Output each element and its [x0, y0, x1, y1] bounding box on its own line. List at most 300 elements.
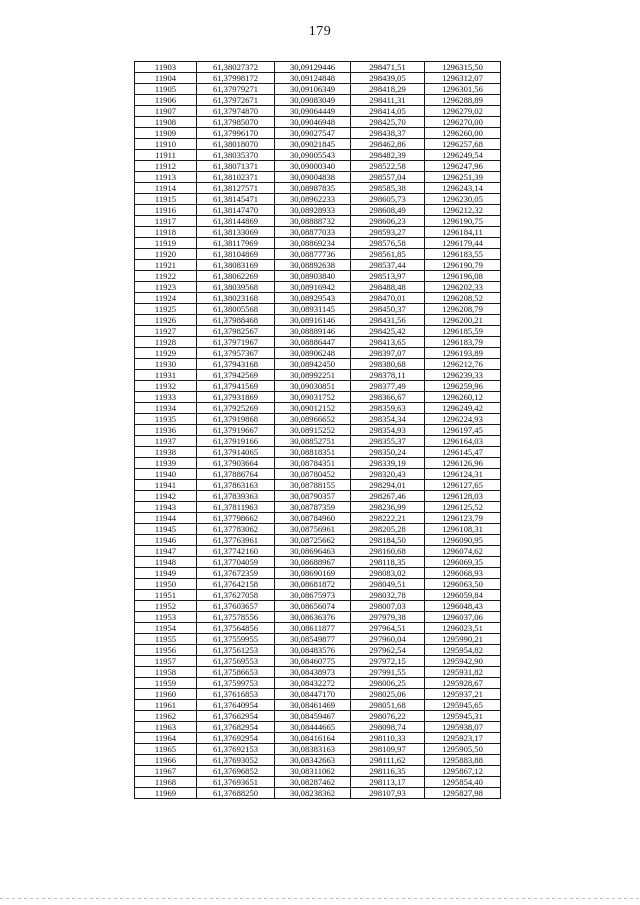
y-coordinate-cell: 1296239,33: [425, 370, 501, 381]
longitude-cell: 30,08636376: [275, 612, 351, 623]
point-number-cell: 11950: [135, 579, 197, 590]
latitude-cell: 61,37998172: [197, 73, 275, 84]
point-number-cell: 11928: [135, 337, 197, 348]
latitude-cell: 61,38027372: [197, 62, 275, 73]
longitude-cell: 30,08966652: [275, 414, 351, 425]
y-coordinate-cell: 1295942,90: [425, 656, 501, 667]
longitude-cell: 30,09004838: [275, 172, 351, 183]
table-row: [135, 238, 501, 249]
y-coordinate-cell: 1296059,84: [425, 590, 501, 601]
table-row: [135, 117, 501, 128]
longitude-cell: 30,08383163: [275, 744, 351, 755]
longitude-cell: 30,08788155: [275, 480, 351, 491]
table-row: [135, 744, 501, 755]
latitude-cell: 61,37988468: [197, 315, 275, 326]
x-coordinate-cell: 298425,70: [351, 117, 425, 128]
longitude-cell: 30,08790357: [275, 491, 351, 502]
point-number-cell: 11962: [135, 711, 197, 722]
longitude-cell: 30,09083049: [275, 95, 351, 106]
y-coordinate-cell: 1296288,89: [425, 95, 501, 106]
table-row: [135, 733, 501, 744]
y-coordinate-cell: 1296069,35: [425, 557, 501, 568]
longitude-cell: 30,08416164: [275, 733, 351, 744]
point-number-cell: 11964: [135, 733, 197, 744]
longitude-cell: 30,08903840: [275, 271, 351, 282]
x-coordinate-cell: 298184,50: [351, 535, 425, 546]
latitude-cell: 61,37919868: [197, 414, 275, 425]
table-row: [135, 282, 501, 293]
table-row: [135, 656, 501, 667]
y-coordinate-cell: 1296126,96: [425, 458, 501, 469]
longitude-cell: 30,09129446: [275, 62, 351, 73]
x-coordinate-cell: 298007,03: [351, 601, 425, 612]
point-number-cell: 11913: [135, 172, 197, 183]
point-number-cell: 11918: [135, 227, 197, 238]
table-row: [135, 689, 501, 700]
y-coordinate-cell: 1296247,96: [425, 161, 501, 172]
latitude-cell: 61,37586653: [197, 667, 275, 678]
longitude-cell: 30,08916146: [275, 315, 351, 326]
point-number-cell: 11916: [135, 205, 197, 216]
point-number-cell: 11967: [135, 766, 197, 777]
point-number-cell: 11914: [135, 183, 197, 194]
x-coordinate-cell: 298438,37: [351, 128, 425, 139]
longitude-cell: 30,08438973: [275, 667, 351, 678]
x-coordinate-cell: 298380,68: [351, 359, 425, 370]
latitude-cell: 61,37616853: [197, 689, 275, 700]
x-coordinate-cell: 298083,02: [351, 568, 425, 579]
x-coordinate-cell: 298354,34: [351, 414, 425, 425]
x-coordinate-cell: 298522,58: [351, 161, 425, 172]
y-coordinate-cell: 1296037,06: [425, 612, 501, 623]
latitude-cell: 61,38023168: [197, 293, 275, 304]
longitude-cell: 30,08888732: [275, 216, 351, 227]
y-coordinate-cell: 1295931,82: [425, 667, 501, 678]
point-number-cell: 11946: [135, 535, 197, 546]
y-coordinate-cell: 1295937,21: [425, 689, 501, 700]
longitude-cell: 30,08287462: [275, 777, 351, 788]
latitude-cell: 61,37682954: [197, 722, 275, 733]
x-coordinate-cell: 298439,05: [351, 73, 425, 84]
y-coordinate-cell: 1295883,88: [425, 755, 501, 766]
table-row: [135, 172, 501, 183]
x-coordinate-cell: 298350,24: [351, 447, 425, 458]
latitude-cell: 61,37982567: [197, 326, 275, 337]
x-coordinate-cell: 298471,51: [351, 62, 425, 73]
table-row: [135, 568, 501, 579]
table-row: [135, 139, 501, 150]
y-coordinate-cell: 1296185,59: [425, 326, 501, 337]
table-row: [135, 249, 501, 260]
point-number-cell: 11936: [135, 425, 197, 436]
longitude-cell: 30,08690169: [275, 568, 351, 579]
latitude-cell: 61,37564856: [197, 623, 275, 634]
point-number-cell: 11925: [135, 304, 197, 315]
x-coordinate-cell: 298470,01: [351, 293, 425, 304]
point-number-cell: 11939: [135, 458, 197, 469]
longitude-cell: 30,09027547: [275, 128, 351, 139]
y-coordinate-cell: 1296190,75: [425, 216, 501, 227]
point-number-cell: 11929: [135, 348, 197, 359]
latitude-cell: 61,38144869: [197, 216, 275, 227]
point-number-cell: 11941: [135, 480, 197, 491]
longitude-cell: 30,08696463: [275, 546, 351, 557]
table-row: [135, 557, 501, 568]
table-row: [135, 73, 501, 84]
point-number-cell: 11906: [135, 95, 197, 106]
table-row: [135, 634, 501, 645]
point-number-cell: 11930: [135, 359, 197, 370]
latitude-cell: 61,37931869: [197, 392, 275, 403]
longitude-cell: 30,08611877: [275, 623, 351, 634]
latitude-cell: 61,37839363: [197, 491, 275, 502]
longitude-cell: 30,08780452: [275, 469, 351, 480]
longitude-cell: 30,08461469: [275, 700, 351, 711]
x-coordinate-cell: 298098,74: [351, 722, 425, 733]
x-coordinate-cell: 298606,23: [351, 216, 425, 227]
longitude-cell: 30,09000340: [275, 161, 351, 172]
x-coordinate-cell: 298585,38: [351, 183, 425, 194]
page-bottom-edge: [0, 898, 640, 899]
latitude-cell: 61,37672359: [197, 568, 275, 579]
x-coordinate-cell: 298118,35: [351, 557, 425, 568]
longitude-cell: 30,08987835: [275, 183, 351, 194]
x-coordinate-cell: 298418,29: [351, 84, 425, 95]
y-coordinate-cell: 1295827,98: [425, 788, 501, 799]
x-coordinate-cell: 298537,44: [351, 260, 425, 271]
x-coordinate-cell: 298236,99: [351, 502, 425, 513]
table-row: [135, 678, 501, 689]
x-coordinate-cell: 298222,21: [351, 513, 425, 524]
table-row: [135, 304, 501, 315]
latitude-cell: 61,37569553: [197, 656, 275, 667]
y-coordinate-cell: 1296124,31: [425, 469, 501, 480]
latitude-cell: 61,38062269: [197, 271, 275, 282]
point-number-cell: 11944: [135, 513, 197, 524]
y-coordinate-cell: 1296260,12: [425, 392, 501, 403]
table-row: [135, 458, 501, 469]
latitude-cell: 61,37798662: [197, 513, 275, 524]
y-coordinate-cell: 1296090,95: [425, 535, 501, 546]
table-row: [135, 414, 501, 425]
y-coordinate-cell: 1295854,40: [425, 777, 501, 788]
y-coordinate-cell: 1295945,65: [425, 700, 501, 711]
x-coordinate-cell: 298413,65: [351, 337, 425, 348]
y-coordinate-cell: 1296259,96: [425, 381, 501, 392]
table-row: [135, 502, 501, 513]
table-row: [135, 161, 501, 172]
x-coordinate-cell: 298006,25: [351, 678, 425, 689]
point-number-cell: 11958: [135, 667, 197, 678]
page-number: 179: [308, 24, 332, 39]
y-coordinate-cell: 1296184,11: [425, 227, 501, 238]
y-coordinate-cell: 1295938,07: [425, 722, 501, 733]
point-number-cell: 11915: [135, 194, 197, 205]
table-row: [135, 579, 501, 590]
table-row: [135, 128, 501, 139]
x-coordinate-cell: 298431,56: [351, 315, 425, 326]
latitude-cell: 61,38035370: [197, 150, 275, 161]
table-row: [135, 260, 501, 271]
x-coordinate-cell: 297979,38: [351, 612, 425, 623]
latitude-cell: 61,38117969: [197, 238, 275, 249]
longitude-cell: 30,08942450: [275, 359, 351, 370]
x-coordinate-cell: 298032,78: [351, 590, 425, 601]
table-row: [135, 535, 501, 546]
point-number-cell: 11917: [135, 216, 197, 227]
point-number-cell: 11912: [135, 161, 197, 172]
x-coordinate-cell: 298051,68: [351, 700, 425, 711]
latitude-cell: 61,37811963: [197, 502, 275, 513]
point-number-cell: 11924: [135, 293, 197, 304]
point-number-cell: 11949: [135, 568, 197, 579]
table-row: [135, 546, 501, 557]
point-number-cell: 11951: [135, 590, 197, 601]
y-coordinate-cell: 1296125,52: [425, 502, 501, 513]
longitude-cell: 30,08906248: [275, 348, 351, 359]
table-row: [135, 788, 501, 799]
point-number-cell: 11963: [135, 722, 197, 733]
x-coordinate-cell: 298414,05: [351, 106, 425, 117]
longitude-cell: 30,08756961: [275, 524, 351, 535]
point-number-cell: 11953: [135, 612, 197, 623]
latitude-cell: 61,37914065: [197, 447, 275, 458]
x-coordinate-cell: 298557,04: [351, 172, 425, 183]
latitude-cell: 61,37941569: [197, 381, 275, 392]
table-row: [135, 590, 501, 601]
latitude-cell: 61,38102371: [197, 172, 275, 183]
point-number-cell: 11907: [135, 106, 197, 117]
longitude-cell: 30,09031752: [275, 392, 351, 403]
latitude-cell: 61,37985070: [197, 117, 275, 128]
coordinates-table-body: [135, 62, 501, 799]
y-coordinate-cell: 1296068,93: [425, 568, 501, 579]
y-coordinate-cell: 1295945,31: [425, 711, 501, 722]
point-number-cell: 11938: [135, 447, 197, 458]
y-coordinate-cell: 1296208,52: [425, 293, 501, 304]
x-coordinate-cell: 298355,37: [351, 436, 425, 447]
point-number-cell: 11904: [135, 73, 197, 84]
y-coordinate-cell: 1296270,00: [425, 117, 501, 128]
table-row: [135, 348, 501, 359]
y-coordinate-cell: 1296074,62: [425, 546, 501, 557]
latitude-cell: 61,37919166: [197, 436, 275, 447]
table-row: [135, 271, 501, 282]
latitude-cell: 61,37925269: [197, 403, 275, 414]
latitude-cell: 61,38104869: [197, 249, 275, 260]
longitude-cell: 30,08784960: [275, 513, 351, 524]
y-coordinate-cell: 1296279,02: [425, 106, 501, 117]
latitude-cell: 61,38127571: [197, 183, 275, 194]
y-coordinate-cell: 1296301,56: [425, 84, 501, 95]
x-coordinate-cell: 298049,51: [351, 579, 425, 590]
x-coordinate-cell: 298339,19: [351, 458, 425, 469]
longitude-cell: 30,08931145: [275, 304, 351, 315]
x-coordinate-cell: 298411,31: [351, 95, 425, 106]
y-coordinate-cell: 1296200,21: [425, 315, 501, 326]
point-number-cell: 11935: [135, 414, 197, 425]
table-row: [135, 766, 501, 777]
x-coordinate-cell: 298377,49: [351, 381, 425, 392]
x-coordinate-cell: 297962,54: [351, 645, 425, 656]
point-number-cell: 11954: [135, 623, 197, 634]
point-number-cell: 11957: [135, 656, 197, 667]
point-number-cell: 11969: [135, 788, 197, 799]
latitude-cell: 61,38039568: [197, 282, 275, 293]
longitude-cell: 30,08311062: [275, 766, 351, 777]
longitude-cell: 30,08238362: [275, 788, 351, 799]
x-coordinate-cell: 298378,11: [351, 370, 425, 381]
point-number-cell: 11955: [135, 634, 197, 645]
longitude-cell: 30,08681872: [275, 579, 351, 590]
table-row: [135, 623, 501, 634]
y-coordinate-cell: 1296183,79: [425, 337, 501, 348]
point-number-cell: 11905: [135, 84, 197, 95]
y-coordinate-cell: 1296208,79: [425, 304, 501, 315]
table-row: [135, 711, 501, 722]
longitude-cell: 30,09064449: [275, 106, 351, 117]
table-row: [135, 216, 501, 227]
y-coordinate-cell: 1296212,76: [425, 359, 501, 370]
point-number-cell: 11922: [135, 271, 197, 282]
latitude-cell: 61,38083169: [197, 260, 275, 271]
longitude-cell: 30,08929543: [275, 293, 351, 304]
latitude-cell: 61,37943168: [197, 359, 275, 370]
longitude-cell: 30,08459467: [275, 711, 351, 722]
longitude-cell: 30,08460775: [275, 656, 351, 667]
table-row: [135, 62, 501, 73]
x-coordinate-cell: 298113,17: [351, 777, 425, 788]
point-number-cell: 11959: [135, 678, 197, 689]
longitude-cell: 30,08886447: [275, 337, 351, 348]
longitude-cell: 30,08869234: [275, 238, 351, 249]
x-coordinate-cell: 298110,33: [351, 733, 425, 744]
x-coordinate-cell: 298294,01: [351, 480, 425, 491]
latitude-cell: 61,37692954: [197, 733, 275, 744]
table-row: [135, 601, 501, 612]
latitude-cell: 61,37662954: [197, 711, 275, 722]
longitude-cell: 30,09124848: [275, 73, 351, 84]
point-number-cell: 11943: [135, 502, 197, 513]
table-row: [135, 612, 501, 623]
table-row: [135, 403, 501, 414]
point-number-cell: 11921: [135, 260, 197, 271]
longitude-cell: 30,08483576: [275, 645, 351, 656]
x-coordinate-cell: 297964,51: [351, 623, 425, 634]
x-coordinate-cell: 298109,97: [351, 744, 425, 755]
table-row: [135, 150, 501, 161]
longitude-cell: 30,08675973: [275, 590, 351, 601]
x-coordinate-cell: 297972,15: [351, 656, 425, 667]
point-number-cell: 11932: [135, 381, 197, 392]
point-number-cell: 11909: [135, 128, 197, 139]
point-number-cell: 11933: [135, 392, 197, 403]
point-number-cell: 11968: [135, 777, 197, 788]
longitude-cell: 30,08787359: [275, 502, 351, 513]
y-coordinate-cell: 1295905,50: [425, 744, 501, 755]
x-coordinate-cell: 297960,04: [351, 634, 425, 645]
y-coordinate-cell: 1296196,08: [425, 271, 501, 282]
y-coordinate-cell: 1296249,42: [425, 403, 501, 414]
y-coordinate-cell: 1296257,68: [425, 139, 501, 150]
x-coordinate-cell: 298359,63: [351, 403, 425, 414]
x-coordinate-cell: 298025,06: [351, 689, 425, 700]
longitude-cell: 30,08877736: [275, 249, 351, 260]
y-coordinate-cell: 1296063,50: [425, 579, 501, 590]
point-number-cell: 11956: [135, 645, 197, 656]
point-number-cell: 11910: [135, 139, 197, 150]
point-number-cell: 11927: [135, 326, 197, 337]
table-row: [135, 524, 501, 535]
longitude-cell: 30,08432272: [275, 678, 351, 689]
latitude-cell: 61,37627058: [197, 590, 275, 601]
table-row: [135, 370, 501, 381]
latitude-cell: 61,38071371: [197, 161, 275, 172]
table-row: [135, 183, 501, 194]
latitude-cell: 61,37696852: [197, 766, 275, 777]
point-number-cell: 11947: [135, 546, 197, 557]
y-coordinate-cell: 1296315,50: [425, 62, 501, 73]
longitude-cell: 30,08818351: [275, 447, 351, 458]
latitude-cell: 61,37942569: [197, 370, 275, 381]
latitude-cell: 61,37903664: [197, 458, 275, 469]
table-row: [135, 447, 501, 458]
longitude-cell: 30,08892638: [275, 260, 351, 271]
point-number-cell: 11942: [135, 491, 197, 502]
longitude-cell: 30,08877033: [275, 227, 351, 238]
x-coordinate-cell: 298488,48: [351, 282, 425, 293]
longitude-cell: 30,08992251: [275, 370, 351, 381]
x-coordinate-cell: 298482,39: [351, 150, 425, 161]
table-row: [135, 513, 501, 524]
x-coordinate-cell: 297991,55: [351, 667, 425, 678]
x-coordinate-cell: 298397,07: [351, 348, 425, 359]
latitude-cell: 61,37642158: [197, 579, 275, 590]
latitude-cell: 61,37640954: [197, 700, 275, 711]
y-coordinate-cell: 1296128,03: [425, 491, 501, 502]
longitude-cell: 30,09030851: [275, 381, 351, 392]
x-coordinate-cell: 298366,67: [351, 392, 425, 403]
latitude-cell: 61,37693052: [197, 755, 275, 766]
latitude-cell: 61,37763961: [197, 535, 275, 546]
point-number-cell: 11945: [135, 524, 197, 535]
table-row: [135, 469, 501, 480]
y-coordinate-cell: 1296249,54: [425, 150, 501, 161]
y-coordinate-cell: 1296145,47: [425, 447, 501, 458]
y-coordinate-cell: 1296108,31: [425, 524, 501, 535]
table-row: [135, 392, 501, 403]
longitude-cell: 30,08915252: [275, 425, 351, 436]
latitude-cell: 61,37742160: [197, 546, 275, 557]
y-coordinate-cell: 1295954,82: [425, 645, 501, 656]
y-coordinate-cell: 1296251,39: [425, 172, 501, 183]
x-coordinate-cell: 298107,93: [351, 788, 425, 799]
latitude-cell: 61,37561253: [197, 645, 275, 656]
point-number-cell: 11919: [135, 238, 197, 249]
latitude-cell: 61,37704059: [197, 557, 275, 568]
y-coordinate-cell: 1296202,33: [425, 282, 501, 293]
latitude-cell: 61,38005568: [197, 304, 275, 315]
table-row: [135, 700, 501, 711]
latitude-cell: 61,37919667: [197, 425, 275, 436]
longitude-cell: 30,08447170: [275, 689, 351, 700]
longitude-cell: 30,08656074: [275, 601, 351, 612]
latitude-cell: 61,37957367: [197, 348, 275, 359]
y-coordinate-cell: 1296164,03: [425, 436, 501, 447]
longitude-cell: 30,08784351: [275, 458, 351, 469]
table-row: [135, 359, 501, 370]
point-number-cell: 11923: [135, 282, 197, 293]
